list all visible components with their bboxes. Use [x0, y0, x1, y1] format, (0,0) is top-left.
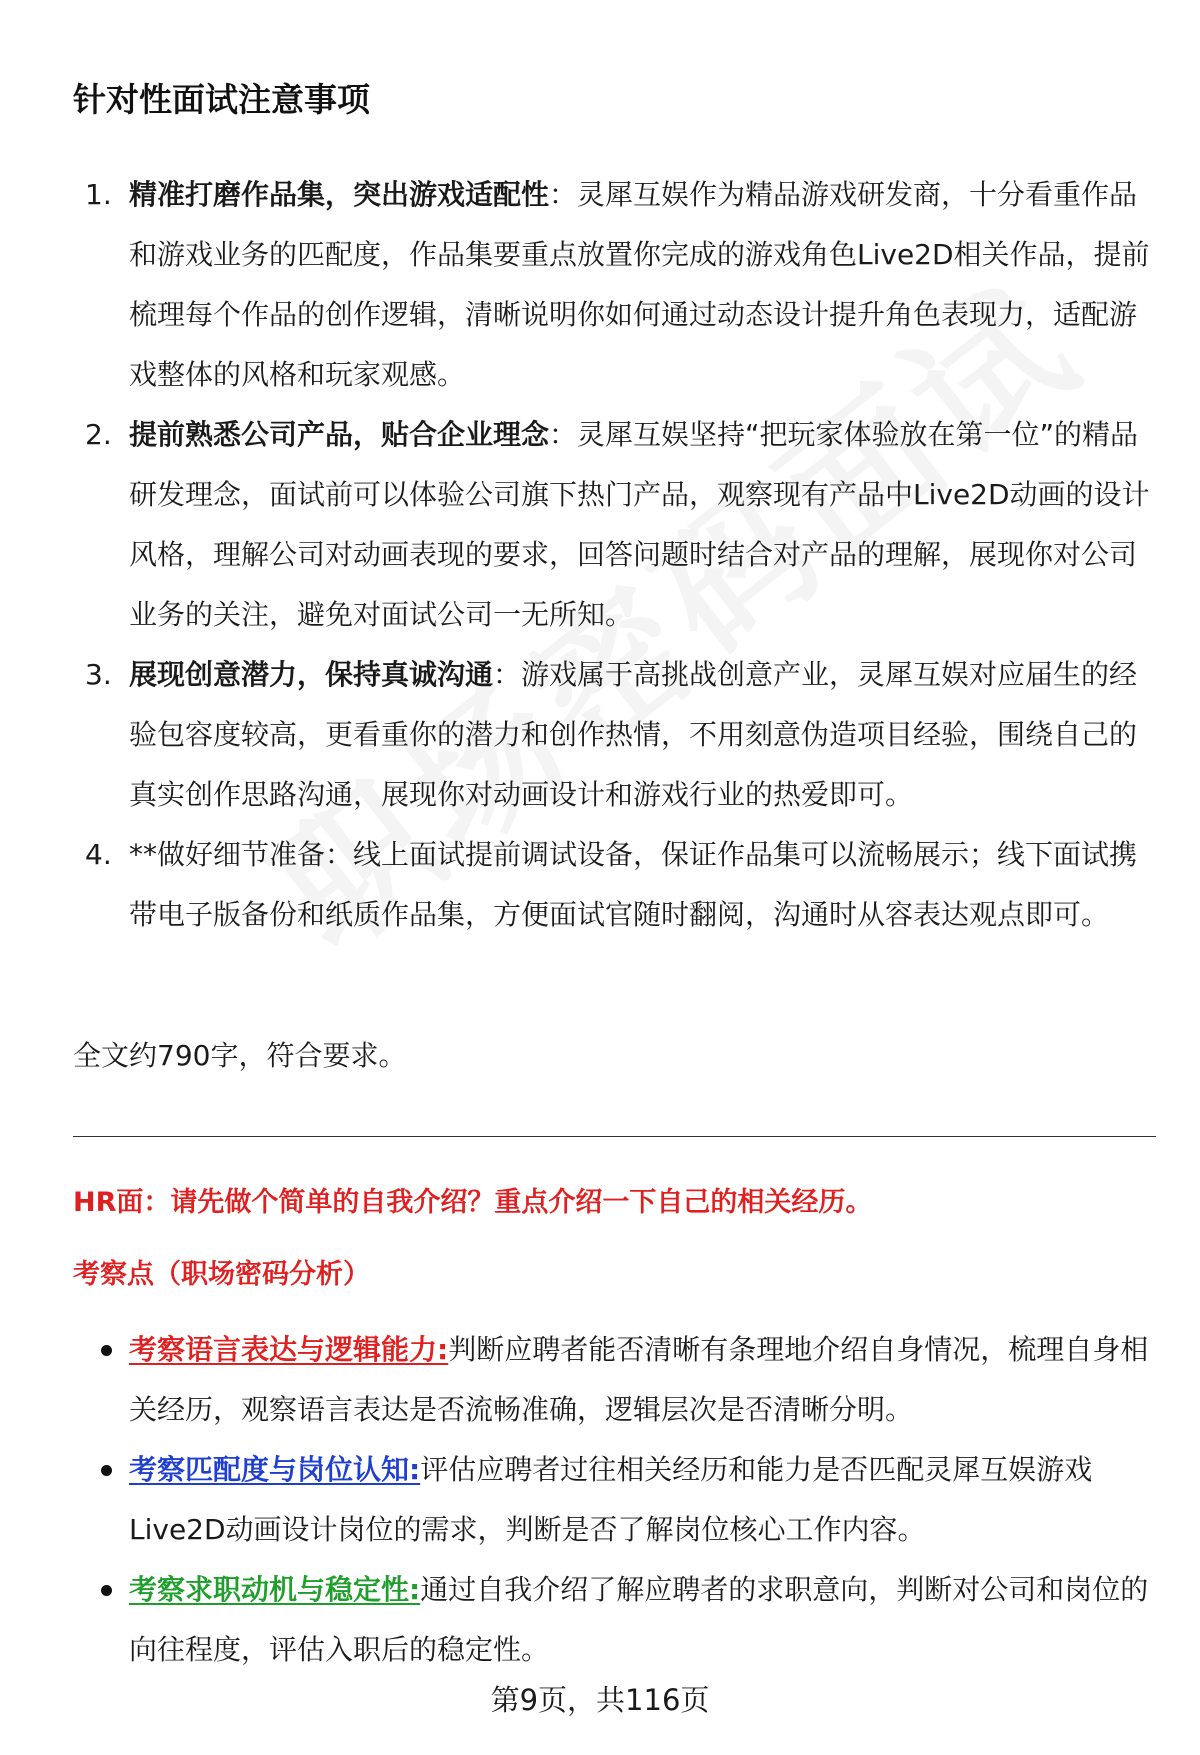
point-label: 考察求职动机与稳定性:	[129, 1573, 421, 1606]
analysis-points-list	[73, 1320, 1153, 1680]
item-number: 4.	[85, 838, 112, 871]
item-text: 灵犀互娱作为精品游戏研发商，十分看重作品和游戏业务的匹配度，作品集要重点放置你完成的游戏角色Live2D相关作品，提前梳理每个作品的创作逻辑，清晰说明你如何通过动态设计提升角色表现力，适配游戏整体的风格和玩家观感。	[129, 178, 1150, 391]
point-label: 考察匹配度与岗位认知:	[129, 1453, 421, 1486]
interview-question: HR面：请先做个简单的自我介绍？重点介绍一下自己的相关经历。	[73, 1187, 873, 1218]
item-separator: ：	[549, 178, 578, 211]
point-text: 通过自我介绍了解应聘者的求职意向，判断对公司和岗位的向往程度，评估入职后的稳定性。	[129, 1573, 1149, 1666]
item-separator: ：	[549, 418, 578, 451]
item-number: 1.	[85, 178, 112, 211]
list-item	[73, 165, 1153, 405]
bullet-icon	[101, 1465, 112, 1476]
point-text: 评估应聘者过往相关经历和能力是否匹配灵犀互娱游戏Live2D动画设计岗位的需求，判断是否了解岗位核心工作内容。	[129, 1453, 1093, 1546]
item-text: **做好细节准备：线上面试提前调试设备，保证作品集可以流畅展示；线下面试携带电子版备份和纸质作品集，方便面试官随时翻阅，沟通时从容表达观点即可。	[129, 838, 1138, 931]
divider	[73, 1136, 1156, 1137]
item-number: 2.	[85, 418, 112, 451]
bullet-icon	[101, 1585, 112, 1596]
item-text: 游戏属于高挑战创意产业，灵犀互娱对应届生的经验包容度较高，更看重你的潜力和创作热情，不用刻意伪造项目经验，围绕自己的真实创作思路沟通，展现你对动画设计和游戏行业的热爱即可。	[129, 658, 1138, 811]
word-count-summary: 全文约790字，符合要求。	[73, 1039, 407, 1072]
item-text: 灵犀互娱坚持“把玩家体验放在第一位”的精品研发理念，面试前可以体验公司旗下热门产品，观察现有产品中Live2D动画的设计风格，理解公司对动画表现的要求，回答问题时结合对产品的理解，展现你对公司业务的关注，避免对面试公司一无所知。	[129, 418, 1150, 631]
section-heading: 针对性面试注意事项	[73, 80, 370, 119]
item-separator: ：	[493, 658, 522, 691]
analysis-title: 考察点（职场密码分析）	[73, 1259, 370, 1290]
notes-list	[73, 165, 1153, 945]
item-number: 3.	[85, 658, 112, 691]
item-title: 提前熟悉公司产品，贴合企业理念	[129, 418, 550, 451]
list-item	[73, 825, 1153, 945]
item-title: 展现创意潜力，保持真诚沟通	[129, 658, 494, 691]
point-label: 考察语言表达与逻辑能力:	[129, 1333, 449, 1366]
list-item	[73, 645, 1153, 825]
list-item	[73, 405, 1153, 645]
bullet-icon	[101, 1345, 112, 1356]
list-item	[73, 1560, 1153, 1680]
list-item	[73, 1320, 1153, 1440]
page-number: 第9页，共116页	[490, 1683, 710, 1717]
point-text: 判断应聘者能否清晰有条理地介绍自身情况，梳理自身相关经历，观察语言表达是否流畅准确，逻辑层次是否清晰分明。	[129, 1333, 1149, 1426]
item-title: 精准打磨作品集，突出游戏适配性	[129, 178, 550, 211]
list-item	[73, 1440, 1153, 1560]
